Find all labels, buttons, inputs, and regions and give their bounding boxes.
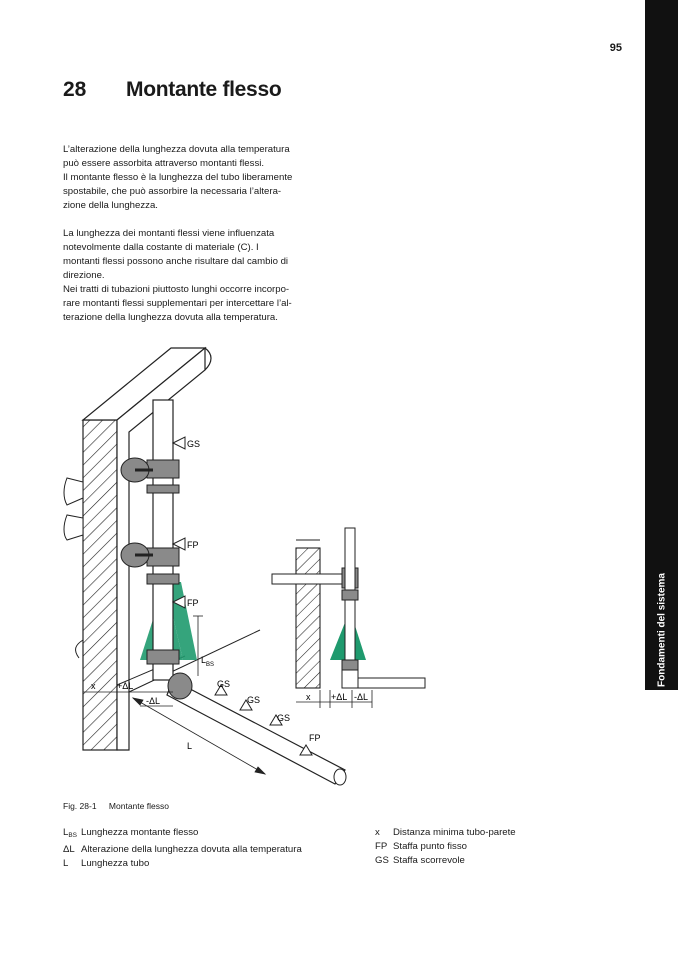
dimension-lbs: [193, 616, 203, 676]
label-gs-2: GS: [217, 679, 231, 689]
legend-row-l: [63, 857, 343, 871]
label-fp-2: FP: [187, 598, 199, 608]
legend-text-dl: Alterazione della lunghezza dovuta alla temperatura: [81, 844, 302, 855]
legend-left: [63, 826, 343, 871]
legend-text-x: Distanza minima tubo-parete: [393, 827, 516, 838]
label-fp-3: FP: [309, 733, 321, 743]
figure-caption-title: Montante flesso: [108, 801, 169, 811]
chapter-number: 28: [63, 78, 87, 101]
chapter-title: Montante flesso: [126, 78, 282, 101]
small-label-x: x: [306, 692, 311, 702]
legend-row-dl: [63, 843, 343, 857]
legend-text-lbs: Lunghezza montante flesso: [81, 827, 199, 838]
legend-abbr-gs: GS: [375, 855, 389, 866]
side-tab-label: Fondamenti del sistema: [656, 573, 668, 687]
legend-row-lbs: [63, 826, 343, 843]
legend-abbr-fp: FP: [375, 841, 388, 852]
legend-abbr-x: x: [375, 827, 380, 838]
small-label-plus-dl: +ΔL: [331, 692, 348, 702]
legend-text-gs: Staffa scorrevole: [393, 855, 465, 866]
legend-abbr-l: L: [63, 858, 69, 869]
page-number: 95: [609, 42, 622, 54]
legend-text-l: Lunghezza tubo: [81, 858, 150, 869]
intro-text: [63, 143, 308, 339]
label-gs-4: GS: [277, 713, 291, 723]
figure-caption: [63, 801, 169, 811]
legend-text-fp: Staffa punto fisso: [393, 841, 467, 852]
small-horizontal-bottom: [342, 670, 425, 688]
legend-row-fp: [375, 840, 595, 854]
label-l: L: [187, 741, 193, 751]
label-fp-1: FP: [187, 540, 199, 550]
small-wall: [296, 540, 320, 688]
legend-abbr-lbs: $L_{BS}$: [63, 827, 78, 839]
figure-caption-number: Fig. 28-1: [63, 801, 97, 811]
label-lbs: $L_{BS}$: [201, 655, 215, 668]
legend-row-x: [375, 826, 595, 840]
wall-brackets: [64, 478, 83, 540]
legend-abbr-dl: ΔL: [63, 844, 75, 855]
label-x: x: [91, 681, 96, 691]
legend-right: [375, 826, 595, 868]
label-gs-3: GS: [247, 695, 261, 705]
intro-paragraph-1: L’alterazione della lunghezza dovuta alla temperatura può essere assorbita attraverso montanti flessi. Il montante flesso è la lunghezza del tubo liberamente spostabile, che può assorbire la necessaria l’altera- zione della lunghezza.: [63, 144, 293, 211]
legend-row-gs: [375, 854, 595, 868]
label-gs-1: GS: [187, 439, 201, 449]
figure-montante-flesso-small: [268, 520, 428, 715]
intro-paragraph-2: La lunghezza dei montanti flessi viene influenzata notevolmente dalla costante di materiale (C). I montanti flessi possono anche risultare dal cambio di direzione. Nei tratti di tubazioni piuttosto lunghi occorre incorpo- rare montanti flessi supplementari per intercettare l’al- terazione della lunghezza dovuta alla temperatura.: [63, 228, 292, 323]
label-minus-dl: -ΔL: [146, 696, 161, 706]
label-plus-dl: +ΔL: [117, 681, 134, 691]
small-label-minus-dl: -ΔL: [354, 692, 369, 702]
